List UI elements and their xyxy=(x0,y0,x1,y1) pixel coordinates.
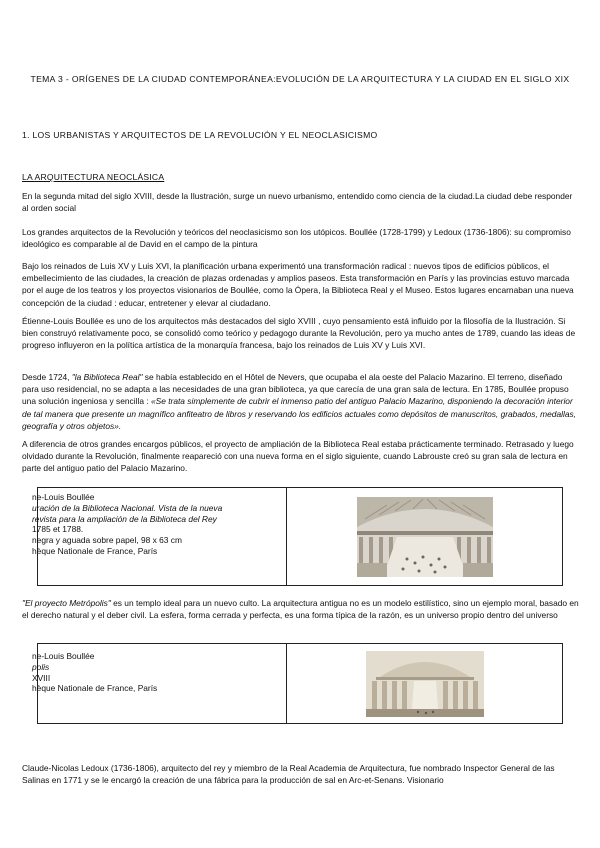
paragraph-royal-library xyxy=(22,371,580,432)
figure-table-library xyxy=(32,487,563,586)
page-title: TEMA 3 - ORÍGENES DE LA CIUDAD CONTEMPORÁNEA:EVOLUCIÓN DE LA ARQUITECTURA Y LA CIUDAD EN EL SIGLO XIX xyxy=(30,74,570,84)
caption-line: hèque Nationale de France, París xyxy=(32,545,158,556)
text-segment: Desde 1724, xyxy=(22,372,72,382)
figure-table-metropolis xyxy=(32,643,563,724)
figure-caption xyxy=(32,651,157,694)
caption-line: ne-Louis Boullée xyxy=(32,492,95,502)
figure-caption-cell xyxy=(32,644,287,723)
figure-image-cell xyxy=(287,488,562,585)
text-segment: se había establecido en el Hôtel de Nevers, que ocupaba el ala oeste del Palacio Mazarino. El terreno, diseñado para uso residencial, no se adapta a las necesidades de una gran biblioteca, ya que carecía de una gran sala de lectura. En 1785, Boullée propuso una solución ingeniosa y sencilla : xyxy=(22,372,569,407)
caption-line: uración de la Biblioteca Nacional. Vista de la nueva xyxy=(32,502,223,513)
paragraph-urban-transformation: Bajo los reinados de Luis XV y Luis XVI, la planificación urbana experimentó una transformación radical : nuevos tipos de edificios públicos, el embellecimiento de las ciudades, la creación de plazas ordenadas y amplios paseos. Esta transformación en París y las provincias estuvo marcada por el auge de los teatros y los proyectos visionarios de Boullée, como la Ópera, la Biblioteca Real y el Museo. Estos lugares encarnaban una nueva concepción de la ciudad : educar, entretener y elevar al ciudadano. xyxy=(22,261,574,308)
figure-image-cell xyxy=(287,644,562,723)
paragraph-metropolis xyxy=(22,597,580,621)
library-name-emphasis: "la Biblioteca Real" xyxy=(71,372,143,382)
paragraph-ledoux: Claude-Nicolas Ledoux (1736-1806), arquitecto del rey y miembro de la Real Academia de Arquitectura, fue nombrado Inspector General de las Salinas en 1771 y se le encargó la creación de una fábrica para la producción de sal en Arc-et-Senans. Visionario xyxy=(22,763,555,786)
paragraph-utopian-architects: Los grandes arquitectos de la Revolución y teóricos del neoclasicismo son los utópicos. Boullée (1728-1799) y Ledoux (1736-1806): su compromiso ideológico es comparable al de David en el campo de la pintura xyxy=(22,227,571,250)
figure-caption-cell xyxy=(32,488,287,585)
metropolis-project-emphasis: "El proyecto Metrópolis" xyxy=(22,598,111,608)
caption-line: ne-Louis Boullée xyxy=(32,651,95,661)
library-illustration xyxy=(357,497,493,577)
paragraph-boullee: Étienne-Louis Boullée es uno de los arquitectos más destacados del siglo XVIII , cuyo pensamiento está influido por la filosofía de la Ilustración. Si bien construyó relativamente poco, se consolidó como teórico y pedagogo durante la Revolución, pero ya mucho antes de 1789, cuando las ideas de progreso influyeron en la política artística de la monarquía francesa, bajo los reinados de Luis XV y Luis XVI. xyxy=(22,316,576,351)
section-heading: 1. LOS URBANISTAS Y ARQUITECTOS DE LA REVOLUCIÓN Y EL NEOCLASICISMO xyxy=(22,130,378,140)
subheading-neoclassical-architecture: LA ARQUITECTURA NEOCLÁSICA xyxy=(22,172,165,182)
caption-line: XVIII xyxy=(32,672,51,683)
paragraph-library-expansion: A diferencia de otros grandes encargos públicos, el proyecto de ampliación de la Biblioteca Real estaba prácticamente terminado. Retrasado y luego olvidado durante la Revolución, finalmente reapareció con una nueva forma en el siglo siguiente, cuando Labrouste creó su gran sala de lectura en parte del antiguo patio del Palacio Mazarino. xyxy=(22,439,574,474)
caption-line: negra y aguada sobre papel, 98 x 63 cm xyxy=(32,535,182,546)
text-segment: es un templo ideal para un nuevo culto. La arquitectura antigua no es un modelo estilístico, sino un ejemplo moral, basado en el derecho natural y el deber civil. La esfera, forma cerrada y perfecta, es una forma típica de la razón, es un universo propio dentro del universo xyxy=(22,598,579,621)
metropolis-illustration xyxy=(366,651,484,717)
figure-caption xyxy=(32,492,222,557)
caption-line: 1785 et 1788. xyxy=(32,524,84,535)
paragraph-urbanism: En la segunda mitad del siglo XVIII, desde la Ilustración, surge un nuevo urbanismo, entendido como ciencia de la ciudad.La ciudad debe responder al orden social xyxy=(22,191,573,214)
caption-line: revista para la ampliación de la Biblioteca del Rey xyxy=(32,513,217,524)
caption-line: polis xyxy=(32,661,50,672)
caption-line: hèque Nationale de France, París xyxy=(32,683,158,694)
boullee-quote: «Se trata simplemente de cubrir el inmenso patio del antiguo Palacio Mazarino, disponiendo la decoración interior de tal manera que presente un magnífico anfiteatro de libros y reservando los edificios actuales como depósitos de manuscritos, grabados, medallas, geografía y otros objetos». xyxy=(22,396,576,431)
